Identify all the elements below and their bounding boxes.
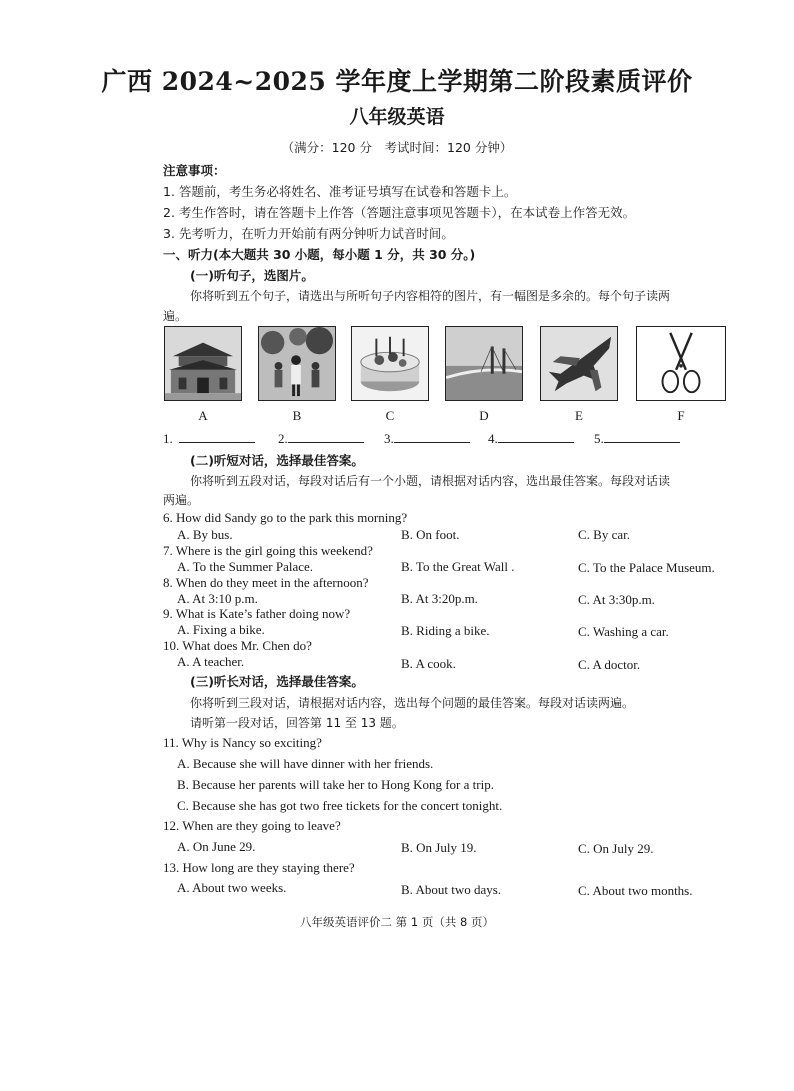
option-9c[interactable]: C. Washing a car. bbox=[578, 624, 669, 639]
option-8a[interactable]: A. At 3:10 p.m. bbox=[177, 591, 258, 606]
option-8b[interactable]: B. At 3:20p.m. bbox=[401, 591, 478, 606]
sea-bridge-icon bbox=[446, 327, 522, 400]
option-9a[interactable]: A. Fixing a bike. bbox=[177, 622, 265, 637]
option-13c[interactable]: C. About two months. bbox=[578, 883, 693, 898]
option-11a[interactable]: A. Because she will have dinner with her friends. bbox=[177, 756, 434, 771]
question-9: 9. What is Kate’s father doing now? bbox=[163, 606, 351, 621]
option-6a[interactable]: A. By bus. bbox=[177, 527, 233, 542]
part3-heading: (三)听长对话，选择最佳答案。 bbox=[190, 674, 364, 689]
part2-heading: (二)听短对话，选择最佳答案。 bbox=[190, 453, 364, 468]
part1-instruction: 你将听到五个句子，请选出与所听句子内容相符的图片，有一幅图是多余的。每个句子读两 bbox=[190, 289, 671, 303]
picture-label-d: D bbox=[479, 408, 489, 423]
option-9b[interactable]: B. Riding a bike. bbox=[401, 623, 490, 638]
scissors-icon bbox=[637, 327, 725, 400]
picture-label-f: F bbox=[677, 408, 685, 423]
picture-a bbox=[164, 326, 242, 401]
question-8: 8. When do they meet in the afternoon? bbox=[163, 575, 369, 590]
section-heading-listening: 一、听力(本大题共 30 小题，每小题 1 分，共 30 分。) bbox=[163, 247, 476, 262]
picture-f bbox=[636, 326, 726, 401]
answer-blank-2[interactable]: 2. bbox=[278, 430, 364, 447]
page-footer: 八年级英语评价二 第 1 页（共 8 页） bbox=[300, 915, 494, 929]
option-7b[interactable]: B. To the Great Wall . bbox=[401, 559, 515, 574]
picture-label-c: C bbox=[385, 408, 395, 423]
page-title: 广西 2024~2025 学年度上学期第二阶段素质评价 bbox=[101, 67, 693, 96]
note-item-1: 1. 答题前，考生务必将姓名、准考证号填写在试卷和答题卡上。 bbox=[163, 184, 517, 199]
option-12b[interactable]: B. On July 19. bbox=[401, 840, 477, 855]
option-12a[interactable]: A. On June 29. bbox=[177, 839, 256, 854]
picture-e bbox=[540, 326, 618, 401]
picture-label-e: E bbox=[575, 408, 583, 423]
note-item-2: 2. 考生作答时，请在答题卡上作答（答题注意事项见答题卡），在本试卷上作答无效。 bbox=[163, 205, 636, 220]
part1-instruction-cont: 遍。 bbox=[163, 309, 188, 323]
part2-instruction: 你将听到五段对话，每段对话后有一个小题，请根据对话内容，选出最佳答案。每段对话读 bbox=[190, 474, 671, 488]
picture-d bbox=[445, 326, 523, 401]
option-10a[interactable]: A. A teacher. bbox=[177, 654, 245, 669]
answer-blank-4[interactable]: 4. bbox=[488, 430, 574, 447]
part3-instruction-cont: 请听第一段对话，回答第 11 至 13 题。 bbox=[190, 716, 404, 730]
part2-instruction-cont: 两遍。 bbox=[163, 493, 200, 507]
picture-b bbox=[258, 326, 336, 401]
option-6b[interactable]: B. On foot. bbox=[401, 527, 460, 542]
option-7c[interactable]: C. To the Palace Museum. bbox=[578, 560, 715, 575]
option-13a[interactable]: A. About two weeks. bbox=[177, 880, 287, 895]
picture-c bbox=[351, 326, 429, 401]
answer-blank-5[interactable]: 5. bbox=[594, 430, 680, 447]
option-7a[interactable]: A. To the Summer Palace. bbox=[177, 559, 314, 574]
birthday-cake-icon bbox=[352, 327, 428, 400]
option-11c[interactable]: C. Because she has got two free tickets for the concert tonight. bbox=[177, 798, 503, 813]
question-10: 10. What does Mr. Chen do? bbox=[163, 638, 312, 653]
answer-blank-1[interactable]: 1. bbox=[163, 430, 255, 447]
option-6c[interactable]: C. By car. bbox=[578, 527, 630, 542]
exam-meta: （满分：120 分 考试时间：120 分钟） bbox=[281, 140, 513, 155]
answer-blank-3[interactable]: 3. bbox=[384, 430, 470, 447]
question-6: 6. How did Sandy go to the park this morning? bbox=[163, 510, 408, 525]
option-10b[interactable]: B. A cook. bbox=[401, 656, 456, 671]
question-7: 7. Where is the girl going this weekend? bbox=[163, 543, 373, 558]
page-subtitle: 八年级英语 bbox=[349, 106, 445, 128]
picture-label-b: B bbox=[292, 408, 302, 423]
part1-heading: (一)听句子，选图片。 bbox=[190, 268, 314, 283]
option-8c[interactable]: C. At 3:30p.m. bbox=[578, 592, 655, 607]
part3-instruction: 你将听到三段对话，请根据对话内容，选出每个问题的最佳答案。每段对话读两遍。 bbox=[190, 696, 635, 710]
notes-heading: 注意事项： bbox=[163, 163, 226, 178]
question-11: 11. Why is Nancy so exciting? bbox=[163, 735, 322, 750]
option-11b[interactable]: B. Because her parents will take her to Hong Kong for a trip. bbox=[177, 777, 494, 792]
question-13: 13. How long are they staying there? bbox=[163, 860, 355, 875]
option-12c[interactable]: C. On July 29. bbox=[578, 841, 654, 856]
picture-label-a: A bbox=[198, 408, 208, 423]
option-10c[interactable]: C. A doctor. bbox=[578, 657, 641, 672]
note-item-3: 3. 先考听力，在听力开始前有两分钟听力试音时间。 bbox=[163, 226, 454, 241]
palace-gate-icon bbox=[165, 327, 241, 400]
option-13b[interactable]: B. About two days. bbox=[401, 882, 502, 897]
people-walking-icon bbox=[259, 327, 335, 400]
fighter-jet-icon bbox=[541, 327, 617, 400]
question-12: 12. When are they going to leave? bbox=[163, 818, 341, 833]
